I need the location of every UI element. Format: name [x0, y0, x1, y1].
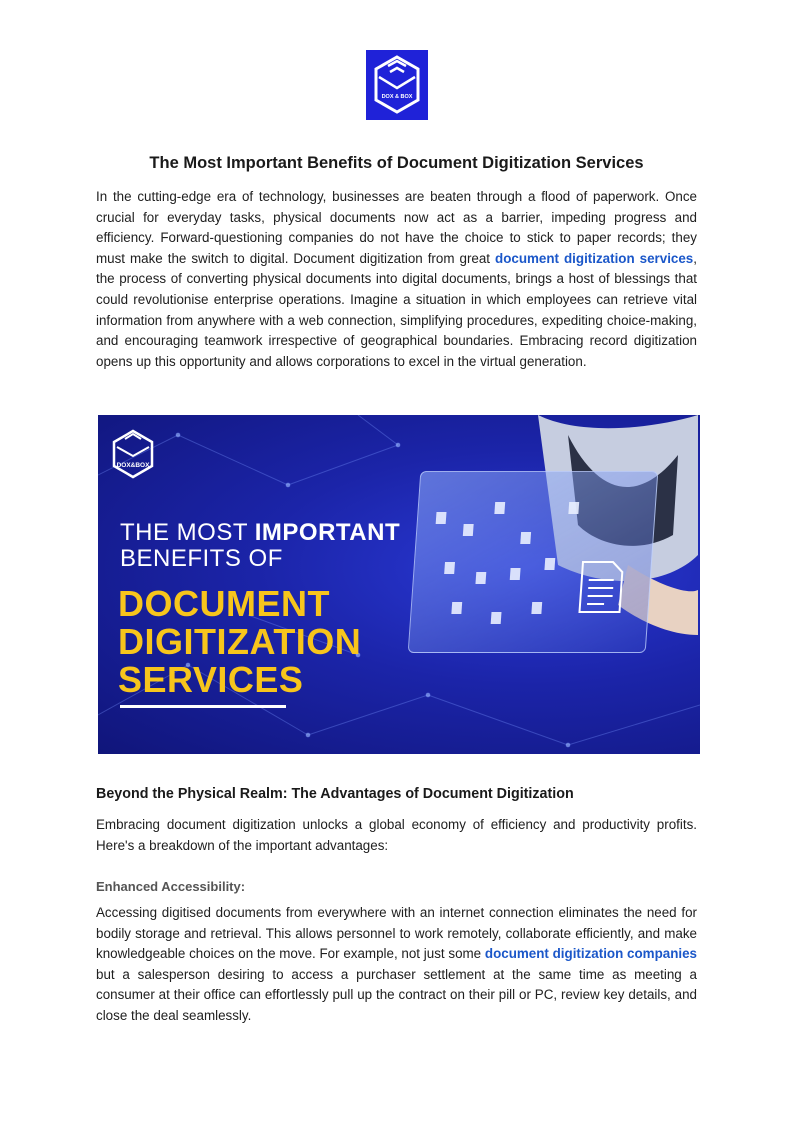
document-icon	[580, 562, 623, 612]
accessibility-paragraph	[96, 903, 697, 1027]
intro-text-after: , the process of converting physical documents into digital documents, brings a host of blessings that could revolutionise enterprise operations. Imagine a situation in which employees can retrieve vital information from anywhere with a web connection, simplifying procedures, expediting choice-making, and encouraging teamwork irrespective of geographical boundaries. Embracing record digitization opens up this opportunity and allows corporations to excel in the virtual generation.	[96, 250, 697, 369]
hero-headline-1	[120, 519, 400, 547]
brand-logo	[366, 50, 428, 120]
hero-box-logo-icon	[110, 427, 156, 481]
accessibility-text-before: Accessing digitised documents from everywhere with an internet connection eliminates the need for bodily storage and retrieval. This allows personnel to work remotely, collaborate efficiently, and make knowledgeable choices on the move. For example, not just some	[96, 905, 697, 962]
enhanced-accessibility-heading: Enhanced Accessibility:	[96, 879, 246, 894]
hero-big-line-1: DOCUMENT	[118, 583, 330, 624]
box-logo-icon	[366, 50, 428, 120]
hero-big-line-2: DIGITIZATION	[118, 621, 362, 662]
hero-headline-1b: IMPORTANT	[254, 519, 401, 546]
hero-logo-wordmark: DOX&BOX	[116, 462, 150, 469]
section-heading: Beyond the Physical Realm: The Advantages of Document Digitization	[96, 786, 574, 802]
hero-banner-image	[98, 415, 700, 754]
hero-divider	[120, 705, 286, 708]
hero-headline-1a: THE MOST	[120, 519, 255, 546]
intro-text-before: In the cutting-edge era of technology, businesses are beaten through a flood of paperwork. Once crucial for everyday tasks, physical documents now act as a barrier, impeding progress and efficiency. Forward-questioning companies do not have the choice to stick to paper records; they must make the switch to digital. Document digitization from great	[96, 189, 697, 266]
document-digitization-services-link[interactable]: document digitization services	[495, 250, 694, 266]
intro-paragraph	[96, 187, 697, 372]
logo-wordmark: DOX & BOX	[381, 94, 413, 100]
holographic-screen	[408, 471, 659, 653]
accessibility-text-after: but a salesperson desiring to access a purchaser settlement at the same time as meeting a consumer at their office can effortlessly pull up the contract on their pill or PC, review key details, and close the deal seamlessly.	[96, 966, 697, 1023]
hero-headline-2: BENEFITS OF	[120, 545, 283, 572]
section-lead-paragraph: Embracing document digitization unlocks a global economy of efficiency and productivity profits. Here's a breakdown of the important advantages:	[96, 817, 697, 853]
page-title: The Most Important Benefits of Document Digitization Services	[149, 154, 644, 172]
hero-big-line-3: SERVICES	[118, 659, 304, 700]
document-digitization-companies-link[interactable]: document digitization companies	[484, 946, 697, 962]
